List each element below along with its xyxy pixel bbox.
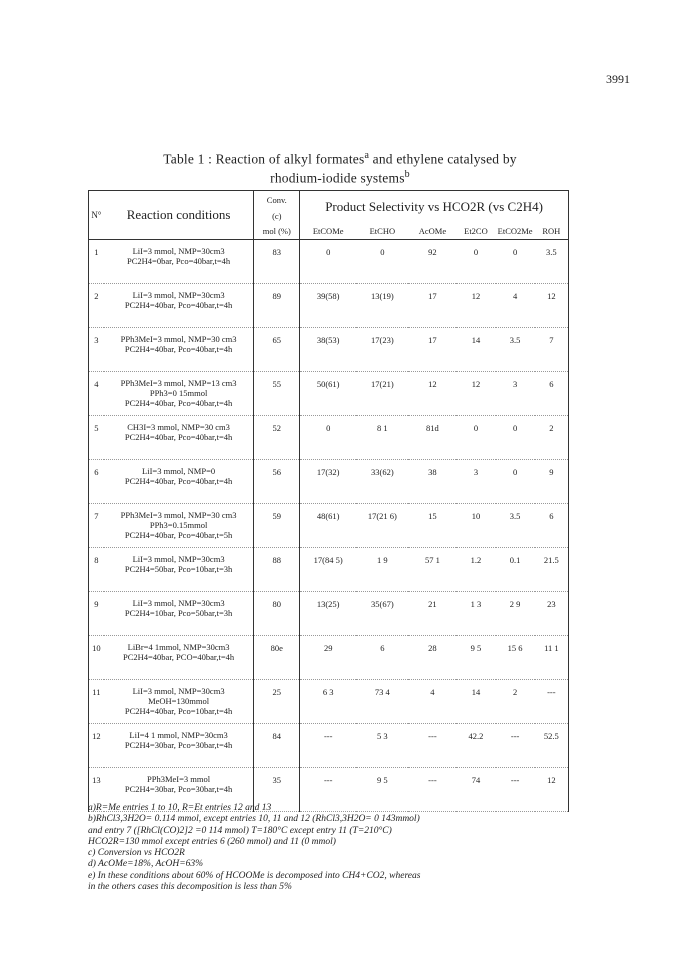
title-line1-b: and ethylene catalysed by <box>369 151 517 167</box>
condition-line: PPh3MeI=3 mmol, NMP=30 cm3 <box>120 510 237 520</box>
row-value-0: 13(25) <box>300 592 357 636</box>
row-value-4: 0.1 <box>496 548 535 592</box>
row-number: 4 <box>89 372 104 416</box>
table-row <box>89 416 569 460</box>
row-value-5: 2 <box>535 416 569 460</box>
row-value-3: 1.2 <box>456 548 495 592</box>
condition-line: MeOH=130mmol <box>148 696 210 706</box>
table-title <box>70 148 610 185</box>
column-header-0: EtCOMe <box>300 223 357 240</box>
row-number: 12 <box>89 724 104 768</box>
condition-line: PPh3=0 15mmol <box>149 388 208 398</box>
condition-line: PC2H4=30bar, Pco=30bar,t=4h <box>124 784 233 794</box>
row-value-0: 0 <box>300 416 357 460</box>
row-value-1: 13(19) <box>356 284 408 328</box>
condition-line: PPh3MeI=3 mmol, NMP=13 cm3 <box>120 378 237 388</box>
row-value-4: 0 <box>496 416 535 460</box>
condition-line: PC2H4=10bar, Pco=50bar,t=3h <box>124 608 233 618</box>
row-value-5: 6 <box>535 372 569 416</box>
row-value-5: 11 1 <box>535 636 569 680</box>
condition-line: LiBr=4 1mmol, NMP=30cm3 <box>127 642 230 652</box>
row-value-0: 0 <box>300 240 357 284</box>
header-conv-2: (c) <box>254 209 300 223</box>
row-conditions <box>104 284 254 328</box>
row-value-4: 0 <box>496 240 535 284</box>
row-value-5: 9 <box>535 460 569 504</box>
row-value-5: --- <box>535 680 569 724</box>
header-conv-3: mol (%) <box>254 223 300 240</box>
row-value-2: 57 1 <box>408 548 456 592</box>
condition-line: CH3I=3 mmol, NMP=30 cm3 <box>127 422 230 432</box>
condition-line: LiI=3 mmol, NMP=30cm3 <box>132 246 225 256</box>
row-value-5: 12 <box>535 284 569 328</box>
row-value-2: 38 <box>408 460 456 504</box>
table-row <box>89 372 569 416</box>
row-value-4: 15 6 <box>496 636 535 680</box>
condition-line: PC2H4=50bar, Pco=10bar,t=3h <box>124 564 233 574</box>
row-conversion: 84 <box>254 724 300 768</box>
condition-line: PC2H4=40bar, Pco=40bar,t=4h <box>124 398 233 408</box>
row-value-4: 0 <box>496 460 535 504</box>
row-value-1: 73 4 <box>356 680 408 724</box>
row-value-4: 3.5 <box>496 328 535 372</box>
row-conversion: 88 <box>254 548 300 592</box>
row-conversion: 80e <box>254 636 300 680</box>
row-number: 10 <box>89 636 104 680</box>
row-conditions <box>104 724 254 768</box>
column-header-5: ROH <box>535 223 569 240</box>
row-value-1: 0 <box>356 240 408 284</box>
condition-line: PC2H4=40bar, Pco=40bar,t=4h <box>124 476 233 486</box>
footnote-line: in the others cases this decomposition is less than 5% <box>88 882 292 893</box>
header-conv-1: Conv. <box>254 191 300 210</box>
row-value-0: 17(84 5) <box>300 548 357 592</box>
row-value-5: 7 <box>535 328 569 372</box>
row-value-2: 28 <box>408 636 456 680</box>
row-conversion: 59 <box>254 504 300 548</box>
table-row <box>89 328 569 372</box>
row-value-1: 1 9 <box>356 548 408 592</box>
row-value-0: 6 3 <box>300 680 357 724</box>
row-conditions <box>104 460 254 504</box>
condition-line: PC2H4=40bar, Pco=40bar,t=4h <box>124 432 233 442</box>
row-value-3: 10 <box>456 504 495 548</box>
row-value-5: 52.5 <box>535 724 569 768</box>
row-value-3: 12 <box>456 372 495 416</box>
column-header-4: EtCO2Me <box>496 223 535 240</box>
condition-line: PC2H4=40bar, Pco=40bar,t=4h <box>124 300 233 310</box>
row-value-0: --- <box>300 724 357 768</box>
row-value-3: 3 <box>456 460 495 504</box>
row-value-3: 42.2 <box>456 724 495 768</box>
row-value-3: 1 3 <box>456 592 495 636</box>
row-value-1: 5 3 <box>356 724 408 768</box>
row-conversion: 55 <box>254 372 300 416</box>
title-line1-sup: a <box>364 150 370 161</box>
row-value-2: 4 <box>408 680 456 724</box>
title-line2-sup: b <box>404 168 410 180</box>
row-value-1: 8 1 <box>356 416 408 460</box>
row-value-3: 74 <box>456 768 495 812</box>
footnotes <box>88 803 568 893</box>
row-conversion: 83 <box>254 240 300 284</box>
row-value-1: 17(23) <box>356 328 408 372</box>
row-value-0: 38(53) <box>300 328 357 372</box>
table-row <box>89 240 569 284</box>
row-value-5: 23 <box>535 592 569 636</box>
table-row <box>89 592 569 636</box>
condition-line: LiI=4 1 mmol, NMP=30cm3 <box>129 730 228 740</box>
row-number: 7 <box>89 504 104 548</box>
column-header-1: EtCHO <box>356 223 408 240</box>
table-row <box>89 548 569 592</box>
row-number: 8 <box>89 548 104 592</box>
footnote-line: HCO2R=130 mmol except entries 6 (260 mmol) and 11 (0 mmol) <box>88 836 336 847</box>
row-value-4: --- <box>496 768 535 812</box>
row-number: 6 <box>89 460 104 504</box>
condition-line: PC2H4=40bar, Pco=10bar,t=4h <box>124 706 233 716</box>
row-conversion: 80 <box>254 592 300 636</box>
row-value-1: 17(21 6) <box>356 504 408 548</box>
row-conditions <box>104 504 254 548</box>
footnote-line: c) Conversion vs HCO2R <box>88 848 185 859</box>
page-number: 3991 <box>606 72 630 86</box>
row-value-5: 6 <box>535 504 569 548</box>
row-conversion: 25 <box>254 680 300 724</box>
condition-line: LiI=3 mmol, NMP=30cm3 <box>132 686 225 696</box>
row-value-3: 9 5 <box>456 636 495 680</box>
row-number: 9 <box>89 592 104 636</box>
row-number: 5 <box>89 416 104 460</box>
table-row <box>89 724 569 768</box>
row-value-3: 0 <box>456 240 495 284</box>
results-table <box>88 190 569 812</box>
row-value-1: 6 <box>356 636 408 680</box>
footnote-line: a)R=Me entries 1 to 10, R=Et entries 12 and 13 <box>88 803 272 813</box>
row-value-2: --- <box>408 724 456 768</box>
condition-line: PC2H4=40bar, Pco=40bar,t=5h <box>124 530 233 540</box>
row-conversion: 65 <box>254 328 300 372</box>
row-conditions <box>104 548 254 592</box>
condition-line: LiI=3 mmol, NMP=30cm3 <box>132 290 225 300</box>
row-conversion: 56 <box>254 460 300 504</box>
condition-line: PPh3MeI=3 mmol <box>147 774 211 784</box>
header-product-selectivity <box>300 191 569 224</box>
row-value-3: 0 <box>456 416 495 460</box>
row-conversion: 35 <box>254 768 300 812</box>
row-conditions <box>104 372 254 416</box>
row-value-5: 3.5 <box>535 240 569 284</box>
header-conditions: Reaction conditions <box>104 191 254 240</box>
row-value-4: 3 <box>496 372 535 416</box>
row-conditions <box>104 328 254 372</box>
row-conditions <box>104 592 254 636</box>
row-value-3: 14 <box>456 328 495 372</box>
condition-line: LiI=3 mmol, NMP=30cm3 <box>132 554 225 564</box>
row-conditions <box>104 240 254 284</box>
title-line2-a: rhodium-iodide systems <box>270 170 405 185</box>
row-value-4: 2 <box>496 680 535 724</box>
condition-line: PC2H4=30bar, Pco=30bar,t=4h <box>124 740 233 750</box>
table-row <box>89 284 569 328</box>
footnote-line: b)RhCl3,3H2O= 0.114 mmol, except entries 10, 11 and 12 (RhCl3,3H2O= 0 143mmol) <box>88 814 420 825</box>
footnote-line: and entry 7 ([RhCl(CO)2]2 =0 114 mmol) T=180°C except entry 11 (T=210°C) <box>88 825 392 836</box>
condition-line: PPh3=0.15mmol <box>149 520 208 530</box>
row-number: 2 <box>89 284 104 328</box>
row-value-0: --- <box>300 768 357 812</box>
table-row <box>89 636 569 680</box>
row-number: 1 <box>89 240 104 284</box>
row-value-1: 35(67) <box>356 592 408 636</box>
row-value-2: 17 <box>408 284 456 328</box>
row-value-2: 92 <box>408 240 456 284</box>
header-product-selectivity-text: Product Selectivity vs HCO2R (vs C2H4) <box>325 199 543 214</box>
condition-line: PC2H4=40bar, PCO=40bar,t=4h <box>122 652 235 662</box>
row-value-2: 12 <box>408 372 456 416</box>
row-value-3: 14 <box>456 680 495 724</box>
table-row <box>89 680 569 724</box>
header-no: N° <box>89 191 104 240</box>
row-value-0: 48(61) <box>300 504 357 548</box>
condition-line: LiI=3 mmol, NMP=0 <box>142 466 216 476</box>
title-line1-a: Table 1 : Reaction of alkyl formates <box>163 151 365 167</box>
row-value-1: 9 5 <box>356 768 408 812</box>
condition-line: PC2H4=40bar, Pco=40bar,t=4h <box>124 344 233 354</box>
footnote-line: e) In these conditions about 60% of HCOOMe is decomposed into CH4+CO2, whereas <box>88 870 421 881</box>
row-value-2: --- <box>408 768 456 812</box>
row-value-0: 50(61) <box>300 372 357 416</box>
row-value-2: 81d <box>408 416 456 460</box>
row-number: 13 <box>89 768 104 812</box>
row-conditions <box>104 636 254 680</box>
condition-line: LiI=3 mmol, NMP=30cm3 <box>132 598 225 608</box>
row-value-2: 15 <box>408 504 456 548</box>
footnote-line: d) AcOMe=18%, AcOH=63% <box>88 859 204 870</box>
row-value-4: 3.5 <box>496 504 535 548</box>
table-row <box>89 504 569 548</box>
row-value-5: 12 <box>535 768 569 812</box>
column-header-3: Et2CO <box>456 223 495 240</box>
row-value-1: 33(62) <box>356 460 408 504</box>
condition-line: PPh3MeI=3 mmol, NMP=30 cm3 <box>120 334 237 344</box>
row-conversion: 89 <box>254 284 300 328</box>
table-row <box>89 460 569 504</box>
row-value-2: 21 <box>408 592 456 636</box>
row-value-5: 21.5 <box>535 548 569 592</box>
row-conversion: 52 <box>254 416 300 460</box>
row-value-4: 2 9 <box>496 592 535 636</box>
row-value-0: 17(32) <box>300 460 357 504</box>
row-conditions <box>104 416 254 460</box>
row-number: 11 <box>89 680 104 724</box>
row-value-4: 4 <box>496 284 535 328</box>
row-conditions <box>104 680 254 724</box>
row-value-0: 29 <box>300 636 357 680</box>
row-number: 3 <box>89 328 104 372</box>
row-value-3: 12 <box>456 284 495 328</box>
row-value-2: 17 <box>408 328 456 372</box>
column-header-2: AcOMe <box>408 223 456 240</box>
row-value-4: --- <box>496 724 535 768</box>
condition-line: PC2H4=0bar, Pco=40bar,t=4h <box>126 256 231 266</box>
row-value-1: 17(21) <box>356 372 408 416</box>
row-value-0: 39(58) <box>300 284 357 328</box>
